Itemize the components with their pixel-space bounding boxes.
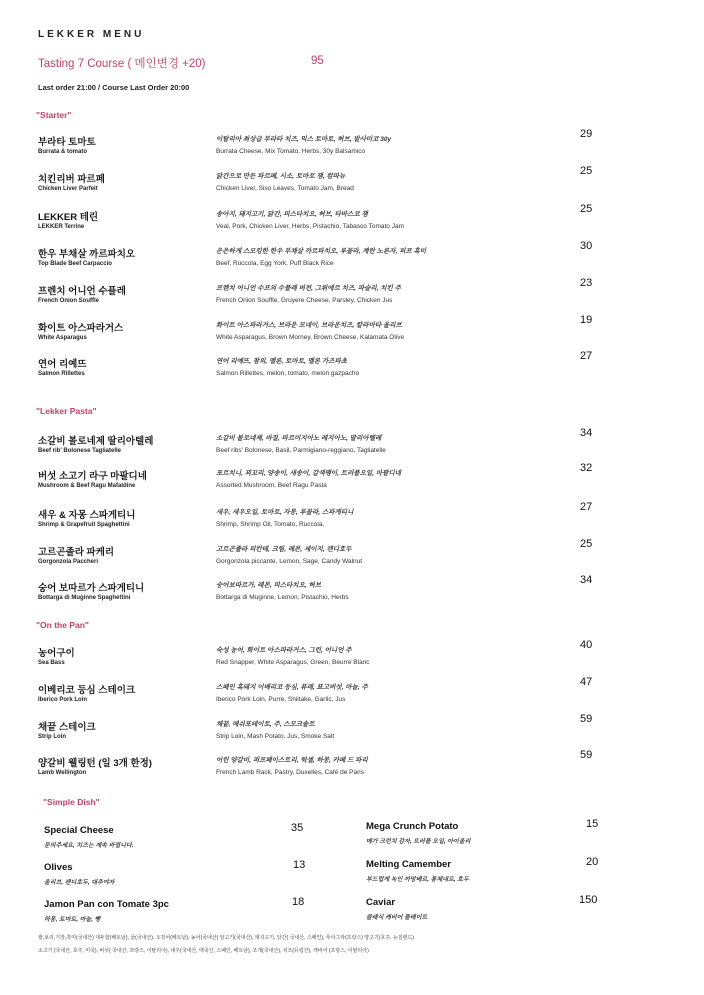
origin-notice-line-2: 소고기 (국내산, 호주, 미국), 버섯( 국내산, 프랑스, 이탈리아), 새우(국내산, 태국산, 스페인, 베트남), 조개(국내산), 치즈(유럽산), 캐비어 (프랑스, 이탈리아) [38, 948, 369, 954]
dish-price: 13 [293, 859, 306, 871]
simple-dish-item [44, 822, 344, 853]
item-desc-ko: 송아지, 돼지고기, 닭간, 피스타치오, 허브, 타바스코 잼 [216, 211, 368, 218]
menu-item [38, 314, 598, 350]
item-desc-en: Shrimp, Shrimp Oil, Tomato, Ruccola, [216, 521, 325, 528]
dish-desc: 문의주세요, 치즈는 계속 바뀝니다. [44, 843, 134, 849]
item-desc-en: Veal, Pork, Chicken Liver, Herbs, Pistachio, Tabasco Tomato Jam [216, 223, 404, 230]
item-name-ko: 양갈비 웰링턴 (일 3개 한정) [38, 758, 152, 769]
item-name-ko: 이베리코 등심 스테이크 [38, 685, 136, 696]
item-price: 27 [580, 350, 593, 362]
origin-notice-line-1: 쌀,보리,기장,흑미(국내산) 대두함(베트남), 굴(국내산), 오징어(베트남), 농어(국내산) 암고기(국내산), 돼지고기, 닭간( 국내산, 스페인), 푸아그라(프랑스) 양고기(호주, 뉴질랜드) [38, 935, 414, 941]
item-desc-en: Beef, Ruccola, Egg York, Puff Black Rice [216, 260, 334, 267]
simple-dish-item [366, 856, 666, 887]
item-desc-ko: 프렌치 어니언 수프의 수플레 버전, 그뤼에르 치즈, 파슬리, 치킨 주 [216, 285, 401, 292]
simple-dish-item [366, 818, 666, 849]
menu-title: LEKKER MENU [38, 29, 145, 40]
item-desc-ko: 채끝, 매쉬포테이토, 주, 스모크솔트 [216, 721, 315, 728]
item-price: 30 [580, 240, 593, 252]
item-name-ko: 한우 부채살 까르파치오 [38, 249, 136, 260]
dish-name: Jamon Pan con Tomate 3pc [44, 899, 169, 910]
item-name-en: Burrata & tomato [38, 149, 88, 155]
item-desc-ko: 어린 양갈비, 퍼프페이스트리, 뒥셀, 하몽, 카페 드 파리 [216, 757, 368, 764]
item-price: 32 [580, 462, 593, 474]
section-simple-dish: "Simple Dish" [43, 797, 100, 807]
item-name-en: Sea Bass [38, 660, 65, 666]
dish-price: 20 [586, 856, 599, 868]
item-name-en: LEKKER Terrine [38, 224, 85, 230]
item-price: 19 [580, 314, 593, 326]
dish-name: Caviar [366, 897, 396, 908]
simple-dish-item [44, 859, 344, 890]
item-desc-en: Iberico Pork Loin, Purre, Shiitake, Garlic, Jus [216, 696, 346, 703]
menu-item [38, 713, 598, 749]
dish-desc: 올리브, 캔디호두, 대추야자 [44, 880, 115, 886]
item-desc-en: French Onion Souffle, Gruyere Cheese, Parsley, Chicken Jus [216, 297, 393, 304]
item-name-en: Iberico Pork Loin [38, 697, 88, 703]
item-desc-ko: 이탈리아 최상급 부라타 치즈, 믹스 토마토, 허브, 발사미코 30y [216, 136, 392, 143]
item-name-ko: 버섯 소고기 라구 마팔디네 [38, 471, 147, 482]
menu-item [38, 639, 598, 675]
menu-item [38, 277, 598, 313]
menu-item [38, 501, 598, 537]
dish-name: Melting Camember [366, 859, 451, 870]
item-name-en: Lamb Wellington [38, 770, 87, 776]
item-price: 59 [580, 749, 593, 761]
item-price: 34 [580, 427, 593, 439]
item-name-ko: 채끝 스테이크 [38, 722, 96, 733]
item-desc-ko: 닭간으로 만든 파르페, 시소, 토마토 잼, 캄파뉴 [216, 173, 346, 180]
menu-item [38, 240, 598, 276]
section-starter: "Starter" [36, 110, 72, 120]
item-desc-ko: 화이트 아스파라거스, 브라운 모네이, 브라운치즈, 칼라마타 올리브 [216, 322, 402, 329]
menu-item [38, 165, 598, 201]
item-name-en: White Asparagus [38, 335, 87, 341]
item-desc-ko: 숙성 농어, 화이트 아스파라거스, 그린, 어니언 주 [216, 647, 352, 654]
item-desc-en: White Asparagus, Brown Morney, Brown Cheese, Kalamata Olive [216, 334, 405, 341]
menu-item [38, 128, 598, 164]
item-name-en: Strip Loin [38, 734, 66, 740]
item-name-en: Beef rib' Bolonese Tagliatelle [38, 448, 122, 454]
item-desc-ko: 연어 리예뜨, 참외, 멜론, 토마토, 멜론 가즈파초 [216, 358, 348, 365]
item-name-ko: 치킨리버 파르페 [38, 174, 105, 185]
last-order-notice: Last order 21:00 / Course Last Order 20:00 [38, 83, 190, 92]
dish-price: 18 [292, 896, 305, 908]
menu-item [38, 538, 598, 574]
item-name-ko: 화이트 아스파라거스 [38, 323, 124, 334]
dish-name: Mega Crunch Potato [366, 821, 459, 832]
menu-item [38, 574, 598, 610]
item-price: 25 [580, 165, 593, 177]
item-name-ko: 고르곤졸라 파케리 [38, 547, 115, 558]
item-desc-en: Red Snapper, White Asparagus, Green, Beurre Blanc [216, 659, 370, 666]
item-name-ko: 새우 & 자몽 스파게티니 [38, 510, 136, 521]
item-name-ko: 농어구이 [38, 648, 75, 659]
dish-desc: 클래식 캐비어 플레이트 [366, 915, 428, 921]
item-price: 40 [580, 639, 593, 651]
item-price: 25 [580, 203, 593, 215]
item-price: 34 [580, 574, 593, 586]
item-desc-ko: 숭어보따르가, 레몬, 피스타치오, 허브 [216, 582, 322, 589]
menu-item [38, 676, 598, 712]
tasting-course-price: 95 [311, 55, 324, 67]
item-desc-en: Burrata Cheese, Mix Tomato, Herbs, 30y Balsamico [216, 148, 366, 155]
item-desc-ko: 고르곤졸라 피칸테, 크림, 레몬, 세이지, 캔디호두 [216, 546, 352, 553]
item-name-en: Chicken Liver Parfeit [38, 186, 98, 192]
item-desc-ko: 스페인 흑돼지 이베리코 등심, 퓨레, 표고버섯, 마늘, 주 [216, 684, 368, 691]
dish-price: 35 [291, 822, 304, 834]
item-desc-ko: 새우, 새우오일, 토마토, 자몽, 루꼴라, 스파게티니 [216, 509, 354, 516]
item-price: 59 [580, 713, 593, 725]
item-price: 29 [580, 128, 593, 140]
dish-name: Olives [44, 862, 73, 873]
item-name-en: French Onion Souffle [38, 298, 99, 304]
menu-item [38, 462, 598, 498]
section-on-the-pan: "On the Pan" [36, 620, 89, 630]
menu-item [38, 350, 598, 386]
item-desc-en: Beef ribs' Bolonese, Basil, Parmigiano-reggiano, Tagliatelle [216, 447, 386, 454]
dish-desc: 부드럽게 녹인 까망베르, 통체내르, 호두 [366, 877, 469, 883]
item-desc-en: Bottarga di Muginne, Lemon, Pistachio, Herbs [216, 594, 349, 601]
item-name-ko: 연어 리예뜨 [38, 359, 87, 370]
item-price: 25 [580, 538, 593, 550]
item-name-en: Shrimp & Grapefruit Spaghettini [38, 522, 130, 528]
item-name-en: Salmon Rillettes [38, 371, 85, 377]
item-name-en: Mushroom & Beef Ragu Mafaldine [38, 483, 136, 489]
menu-item [38, 749, 598, 785]
item-desc-en: French Lamb Rack, Pastry, Duxelles, Café de Paris [216, 769, 364, 776]
item-desc-en: Strip Loin, Mash Potato, Jus, Smoke Salt [216, 733, 335, 740]
dish-price: 150 [579, 894, 598, 906]
item-name-en: Top Blade Beef Carpaccio [38, 261, 112, 267]
item-name-ko: 프렌치 어니언 수플레 [38, 286, 126, 297]
item-name-en: Gorgonzola Paccheri [38, 559, 99, 565]
section-pasta: "Lekker Pasta" [36, 406, 97, 416]
item-desc-ko: 소갈비 볼로네제, 바질, 파르미지아노 레지아노, 딸리아텔레 [216, 435, 382, 442]
item-desc-en: Gorgonzola piccante, Lemon, Sage, Candy Walnut [216, 558, 363, 565]
tasting-course: Tasting 7 Course ( 메인변경 +20) [38, 58, 206, 70]
item-desc-ko: 은은하게 스모킹한 한우 부채살 까르파치오, 루꼴라, 계란 노른자, 퍼프 흑미 [216, 248, 427, 255]
item-desc-ko: 포르치니, 꾀꼬리, 양송이, 새송이, 갈색팽이, 트러플오일, 마팔디네 [216, 470, 401, 477]
item-desc-en: Chicken Liver, Siso Leaves, Tomato Jam, Bread [216, 185, 354, 192]
item-name-ko: LEKKER 테린 [38, 212, 99, 223]
menu-item [38, 203, 598, 239]
simple-dish-item [366, 894, 666, 925]
item-name-en: Bottarga di Muginne Spaghettini [38, 595, 131, 601]
item-desc-en: Salmon Rillettes, melon, tomato, melon gazpacho [216, 370, 360, 377]
dish-desc: 메가 크런치 감자, 트러플 오일, 아이올리 [366, 839, 471, 845]
item-name-ko: 숭어 보따르가 스파게티니 [38, 583, 145, 594]
menu-item [38, 427, 598, 463]
dish-price: 15 [586, 818, 599, 830]
simple-dish-item [44, 896, 344, 927]
item-name-ko: 부라타 토마토 [38, 137, 96, 148]
dish-name: Special Cheese [44, 825, 114, 836]
item-price: 23 [580, 277, 593, 289]
item-price: 47 [580, 676, 593, 688]
dish-desc: 하몽, 토마토, 마늘, 빵 [44, 917, 101, 923]
item-name-ko: 소갈비 볼로네제 딸리아텔레 [38, 436, 154, 447]
item-price: 27 [580, 501, 593, 513]
item-desc-en: Assorted Mushroom, Beef Ragu Pasta [216, 482, 327, 489]
